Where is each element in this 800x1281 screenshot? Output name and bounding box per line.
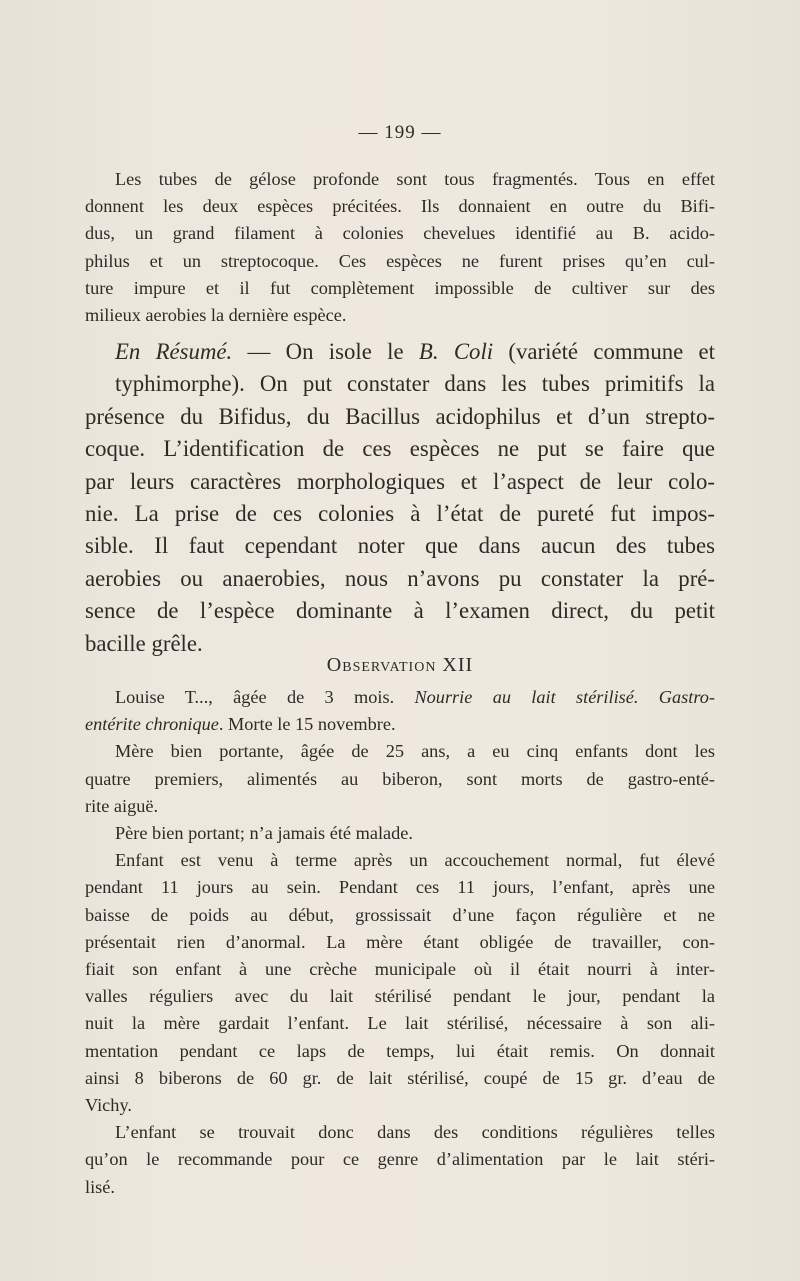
bcoli-name: B. Coli	[418, 339, 494, 364]
text-line: baisse de poids au début, grossissait d’une façon régulière et ne	[85, 904, 715, 925]
diagnosis-italic: entérite chronique	[85, 714, 219, 735]
resume-text: (variété commune et	[493, 339, 715, 364]
text-line: sence de l’espèce dominante à l’examen direct, du petit	[85, 598, 715, 624]
death-date: . Morte le 15 novembre.	[218, 714, 396, 735]
text-line: nie. La prise de ces colonies à l’état de pureté fut impos-	[85, 501, 715, 527]
text-line: philus et un streptocoque. Ces espèces ne furent prises qu’en cul-	[85, 250, 715, 271]
paragraph-gelose	[85, 166, 715, 329]
page-number: — 199 —	[358, 122, 442, 143]
text-line: Les tubes de gélose profonde sont tous fragmentés. Tous en effet	[115, 169, 715, 189]
paragraph-resume	[85, 336, 715, 660]
text-line: L’enfant se trouvait donc dans des conditions régulières telles	[115, 1122, 715, 1143]
text-line: par leurs caractères morphologiques et l’aspect de leur colo-	[85, 468, 715, 494]
text-line: bacille grêle.	[85, 630, 203, 656]
observation-body	[85, 684, 715, 1201]
text-line: mentation pendant ce laps de temps, lui était remis. On donnait	[85, 1040, 715, 1061]
text-line: Vichy.	[85, 1095, 132, 1116]
text-line: coque. L’identification de ces espèces ne put se faire que	[85, 436, 715, 462]
text-line: ainsi 8 biberons de 60 gr. de lait stérilisé, coupé de 15 gr. d’eau de	[85, 1067, 715, 1088]
text-line: lisé.	[85, 1176, 115, 1197]
text-line: dus, un grand filament à colonies chevelues identifié au B. acido-	[85, 223, 715, 244]
text-line: rite aiguë.	[85, 795, 159, 816]
diagnosis-italic: Nourrie au lait stérilisé. Gastro-	[414, 687, 715, 707]
patient-intro: Louise T..., âgée de 3 mois.	[115, 687, 415, 707]
text-line: qu’on le recommande pour ce genre d’alimentation par le lait stéri-	[85, 1149, 715, 1170]
resume-first-line	[85, 336, 715, 368]
text-line: sible. Il faut cependant noter que dans aucun des tubes	[85, 533, 715, 559]
text-line: fiait son enfant à une crèche municipale où il était nourri à inter-	[85, 959, 715, 980]
final-paragraph	[85, 1119, 715, 1201]
text-line: valles réguliers avec du lait stérilisé pendant le jour, pendant la	[85, 986, 715, 1007]
text-line: Mère bien portante, âgée de 25 ans, a eu cinq enfants dont les	[115, 741, 715, 762]
father-paragraph	[85, 820, 715, 847]
text-line: donnent les deux espèces précitées. Ils donnaient en outre du Bifi-	[85, 196, 715, 217]
observation-intro	[85, 684, 715, 738]
mother-paragraph	[85, 738, 715, 820]
text-line: Enfant est venu à terme après un accouchement normal, fut élevé	[115, 850, 715, 871]
text-line: quatre premiers, alimentés au biberon, sont morts de gastro-enté-	[85, 768, 715, 789]
text-line: ture impure et il fut complètement impossible de cultiver sur des	[85, 277, 715, 298]
text-line: milieux aerobies la dernière espèce.	[85, 305, 347, 326]
child-paragraph	[85, 847, 715, 1119]
father-line: Père bien portant; n’a jamais été malade.	[115, 823, 413, 844]
observation-title: Observation XII	[326, 654, 474, 676]
text-line: pendant 11 jours au sein. Pendant ces 11 jours, l’enfant, après une	[85, 877, 715, 898]
resume-text: — On isole le	[232, 339, 419, 364]
text-line: présentait rien d’anormal. La mère étant obligée de travailler, con-	[85, 931, 715, 952]
resume-label: En Résumé.	[115, 339, 233, 364]
text-line: aerobies ou anaerobies, nous n’avons pu constater la pré-	[85, 565, 715, 591]
text-line: typhimorphe). On put constater dans les tubes primitifs la	[115, 371, 715, 397]
text-line: présence du Bifidus, du Bacillus acidophilus et d’un strepto-	[85, 403, 715, 429]
text-line: nuit la mère gardait l’enfant. Le lait stérilisé, nécessaire à son ali-	[85, 1013, 715, 1034]
